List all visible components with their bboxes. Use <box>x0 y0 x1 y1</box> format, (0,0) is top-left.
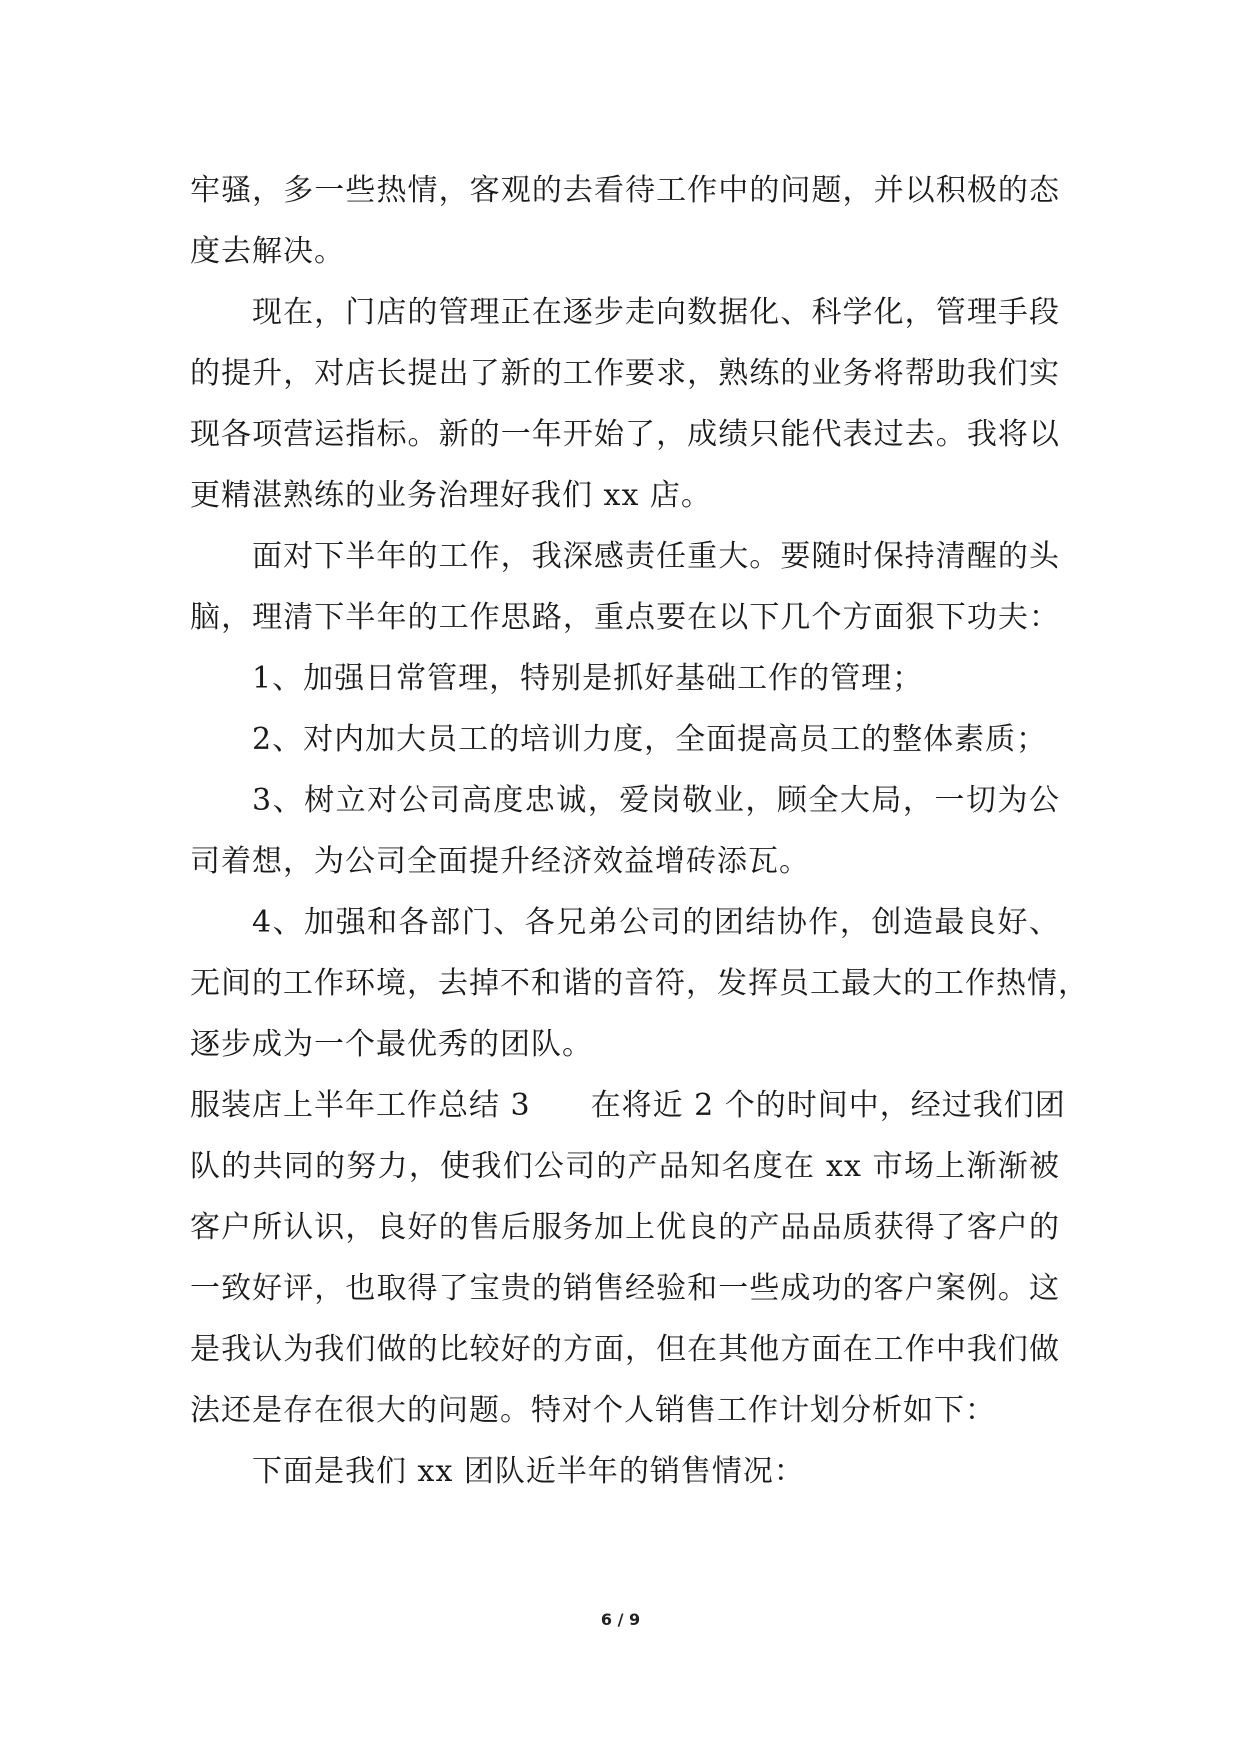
text-line: 牢骚，多一些热情，客观的去看待工作中的问题，并以积极的态 <box>190 173 1060 208</box>
text-line: 4、加强和各部门、各兄弟公司的团结协作，创造最良好、 <box>252 905 1060 940</box>
section-first-line: 在将近 2 个的时间中，经过我们团 <box>590 1088 1066 1123</box>
text-line: 逐步成为一个最优秀的团队。 <box>190 1027 593 1062</box>
text-line: 法还是存在很大的问题。特对个人销售工作计划分析如下： <box>190 1393 996 1428</box>
document-body <box>190 160 1089 1502</box>
text-line: 队的共同的努力，使我们公司的产品知名度在 xx 市场上渐渐被 <box>190 1149 1060 1184</box>
section-heading-line <box>190 1075 1066 1136</box>
paragraph-block <box>190 160 1089 1075</box>
text-line: 无间的工作环境，去掉不和谐的音符，发挥员工最大的工作热情， <box>190 966 1089 1001</box>
text-line: 现各项营运指标。新的一年开始了，成绩只能代表过去。我将以 <box>190 417 1060 452</box>
text-line: 脑，理清下半年的工作思路，重点要在以下几个方面狠下功夫： <box>190 600 1060 635</box>
text-line: 度去解决。 <box>190 234 345 269</box>
text-line: 3、树立对公司高度忠诚，爱岗敬业，顾全大局，一切为公 <box>252 783 1060 818</box>
text-line: 更精湛熟练的业务治理好我们 xx 店。 <box>190 478 712 513</box>
text-line: 现在，门店的管理正在逐步走向数据化、科学化，管理手段 <box>252 295 1060 330</box>
text-line: 下面是我们 xx 团队近半年的销售情况： <box>252 1454 805 1489</box>
text-line: 的提升，对店长提出了新的工作要求，熟练的业务将帮助我们实 <box>190 356 1060 391</box>
text-line: 司着想，为公司全面提升经济效益增砖添瓦。 <box>190 844 810 879</box>
text-line: 2、对内加大员工的培训力度，全面提高员工的整体素质； <box>252 722 1048 757</box>
text-line: 客户所认识，良好的售后服务加上优良的产品品质获得了客户的 <box>190 1210 1060 1245</box>
text-line: 1、加强日常管理，特别是抓好基础工作的管理； <box>252 661 924 696</box>
text-line: 一致好评，也取得了宝贵的销售经验和一些成功的客户案例。这 <box>190 1271 1060 1306</box>
text-line: 面对下半年的工作，我深感责任重大。要随时保持清醒的头 <box>252 539 1060 574</box>
section-heading: 服装店上半年工作总结 3 <box>190 1088 531 1123</box>
page-number: 6 / 9 <box>600 1610 641 1629</box>
text-line: 是我认为我们做的比较好的方面，但在其他方面在工作中我们做 <box>190 1332 1060 1367</box>
paragraph-block-after <box>190 1136 1060 1502</box>
